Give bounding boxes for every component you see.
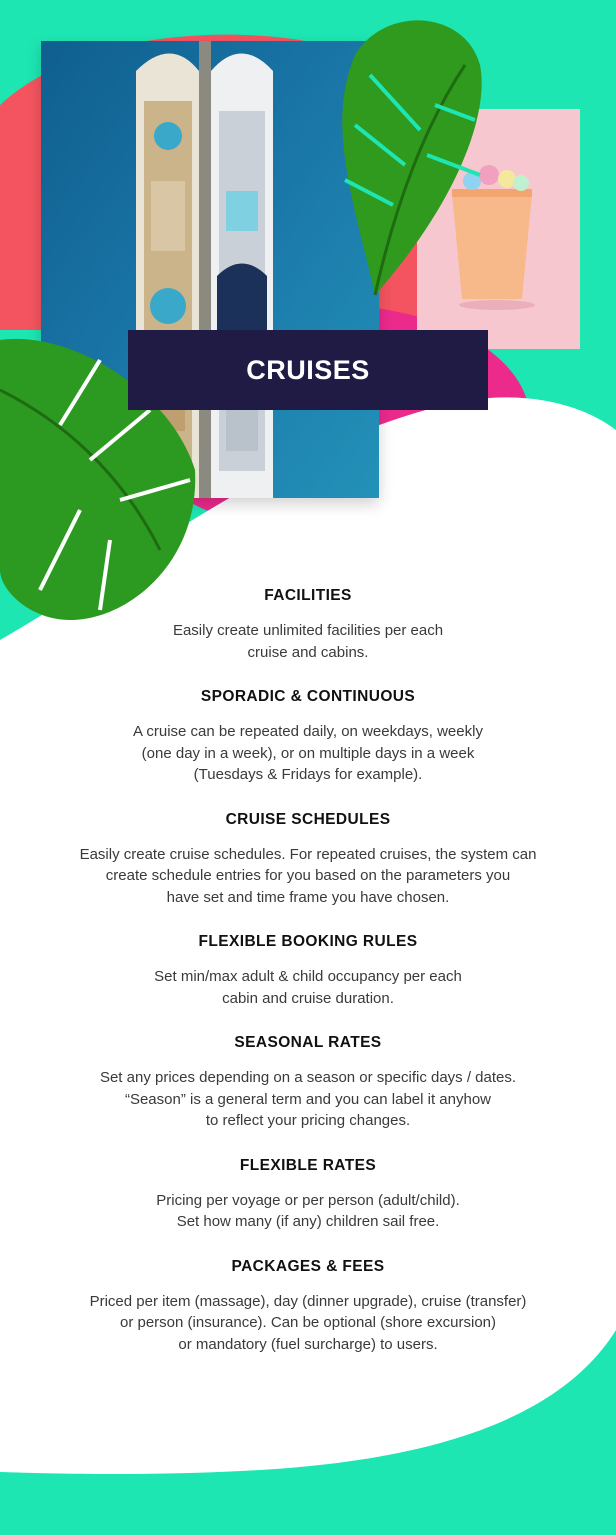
features-list (0, 586, 616, 1379)
feature-flexible-rates (0, 1156, 616, 1233)
page-title: CRUISES (246, 354, 370, 385)
feature-title: SEASONAL RATES (234, 1034, 382, 1051)
page-title-banner (128, 330, 488, 410)
feature-sporadic-continuous (0, 687, 616, 786)
feature-packages-fees (0, 1257, 616, 1356)
feature-description: Pricing per voyage or per person (adult/child). Set how many (if any) children sail free. (156, 1191, 460, 1230)
feature-description: Easily create unlimited facilities per each cruise and cabins. (172, 622, 444, 661)
feature-description: Priced per item (massage), day (dinner upgrade), cruise (transfer) or person (insurance). Can be optional (shore excursion) or mandatory (fuel surcharge) to users. (89, 1292, 527, 1353)
feature-facilities (0, 586, 616, 663)
feature-seasonal-rates (0, 1033, 616, 1132)
monstera-leaf-top-icon (315, 5, 490, 305)
feature-description: Easily create cruise schedules. For repeated cruises, the system can create schedule entries for you based on the parameters you have set and time frame you have chosen. (79, 845, 537, 906)
feature-title: CRUISE SCHEDULES (225, 810, 391, 828)
feature-title: PACKAGES & FEES (231, 1257, 385, 1275)
feature-description: Set min/max adult & child occupancy per each cabin and cruise duration. (154, 968, 462, 1007)
feature-title: FLEXIBLE BOOKING RULES (198, 933, 418, 950)
feature-cruise-schedules (0, 810, 616, 909)
feature-title: FACILITIES (264, 587, 352, 604)
feature-title: SPORADIC & CONTINUOUS (200, 688, 416, 705)
feature-description: A cruise can be repeated daily, on weekdays, weekly (one day in a week), or on multiple days in a week (Tuesdays & Fridays for example). (133, 723, 483, 783)
feature-flexible-booking-rules (0, 932, 616, 1009)
feature-description: Set any prices depending on a season or specific days / dates. “Season” is a general term and you can label it anyhow to reflect your pricing changes. (99, 1069, 517, 1129)
feature-title: FLEXIBLE RATES (239, 1156, 377, 1174)
